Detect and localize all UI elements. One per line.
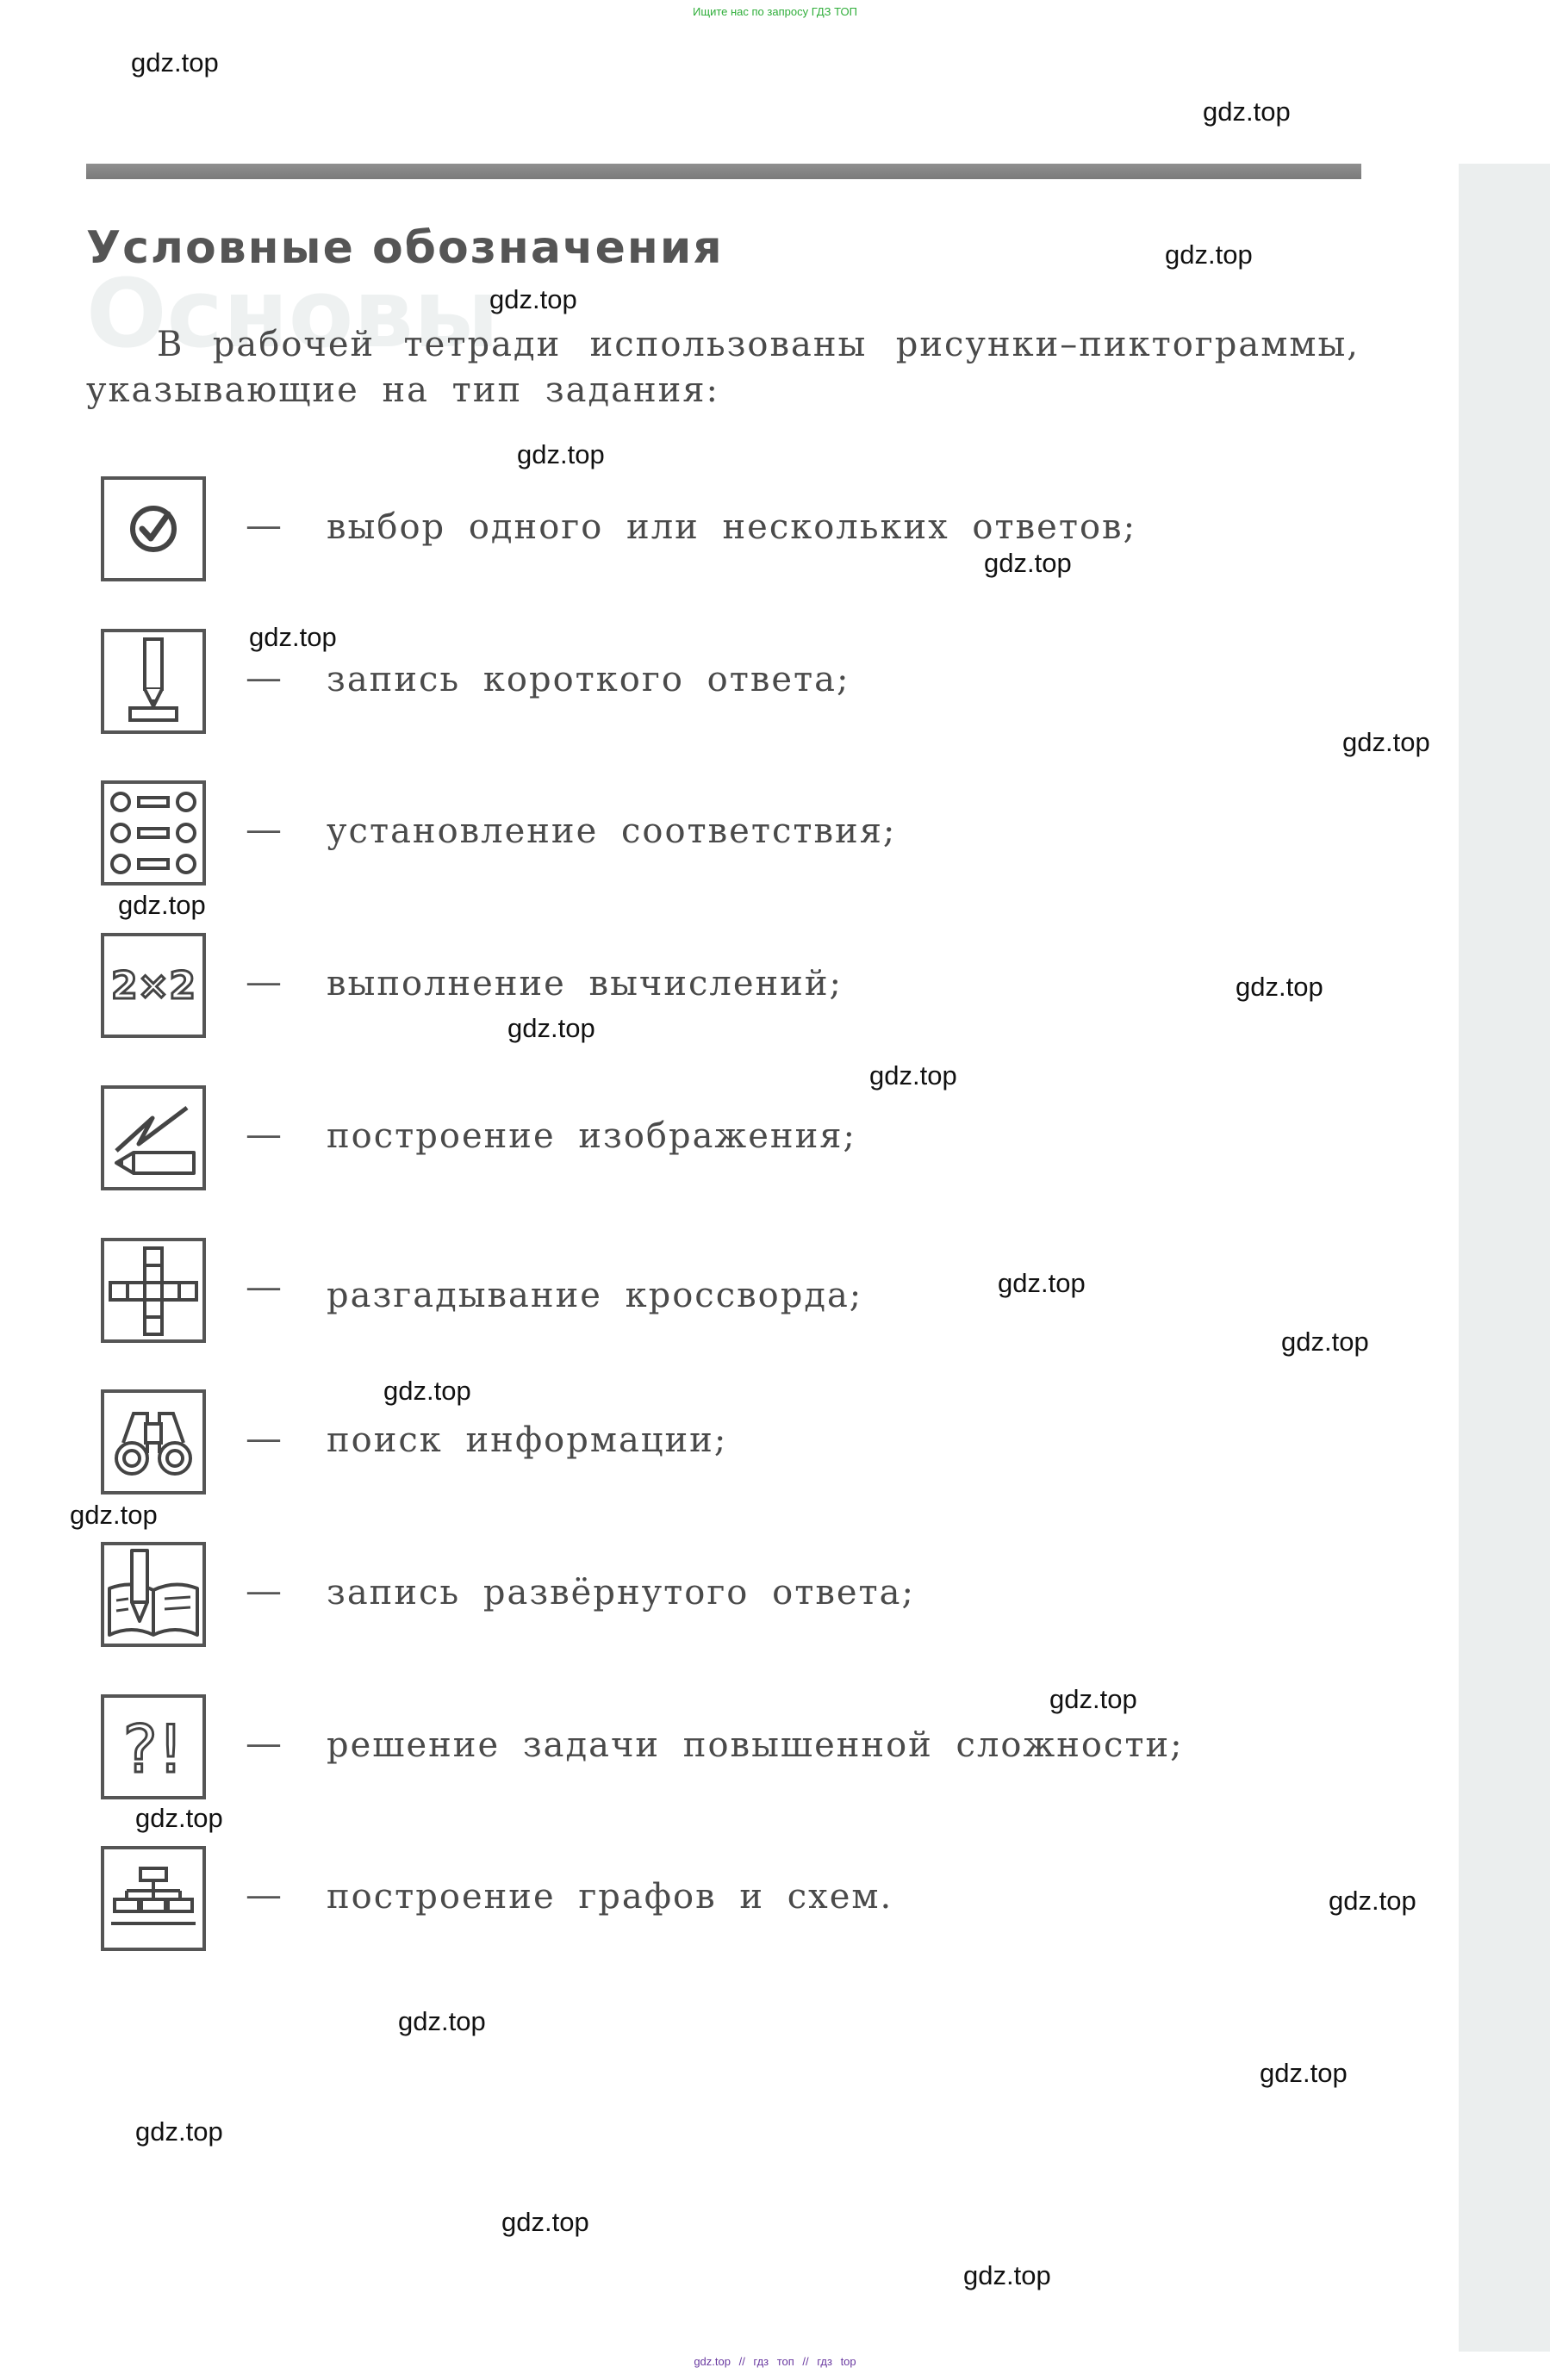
question-exclamation-icon — [101, 1694, 206, 1799]
legend-item-calculation — [101, 933, 1359, 1040]
legend-text: запись короткого ответа; — [327, 660, 850, 699]
checkmark-icon — [101, 476, 206, 581]
legend-text: построение графов и схем. — [327, 1877, 893, 1917]
dash: — — [246, 656, 282, 699]
pen-icon — [101, 629, 206, 734]
legend-text: разгадывание кроссворда; — [327, 1276, 863, 1315]
watermark: gdz.top — [869, 1060, 957, 1091]
matching-icon — [101, 780, 206, 886]
legend-text: решение задачи повышенной сложности; — [327, 1725, 1184, 1765]
dash: — — [246, 1417, 282, 1459]
dash: — — [246, 1874, 282, 1916]
legend-text: выполнение вычислений; — [327, 964, 843, 1004]
legend-text: запись развёрнутого ответа; — [327, 1573, 915, 1613]
calculation-label: 2×2 — [110, 964, 196, 1008]
intro-paragraph: В рабочей тетради использованы рисунки–пиктограммы, указывающие на тип задания: — [86, 325, 1360, 410]
legend-text: построение изображения; — [327, 1116, 856, 1156]
watermark: gdz.top — [383, 1376, 471, 1406]
legend-item-search — [101, 1389, 1359, 1496]
watermark: gdz.top — [1260, 2058, 1348, 2088]
watermark: gdz.top — [135, 1803, 223, 1833]
book-pen-icon — [101, 1542, 206, 1647]
challenge-label: ?! — [122, 1711, 184, 1787]
header-note: Ищите нас по запросу ГДЗ ТОП — [693, 5, 857, 18]
watermark: gdz.top — [501, 2207, 589, 2237]
watermark: gdz.top — [984, 548, 1072, 578]
dash: — — [246, 1113, 282, 1155]
watermark: gdz.top — [70, 1500, 158, 1530]
watermark: gdz.top — [1049, 1684, 1137, 1714]
bleed-through-text: Основы — [86, 258, 500, 369]
drawing-icon — [101, 1085, 206, 1190]
watermark: gdz.top — [1281, 1327, 1369, 1357]
legend-item-choice — [101, 476, 1359, 583]
watermark: gdz.top — [998, 1268, 1086, 1298]
sidebar-shade — [1459, 164, 1550, 2352]
watermark: gdz.top — [517, 439, 605, 469]
dash: — — [246, 1569, 282, 1612]
crossword-icon — [101, 1238, 206, 1343]
dash: — — [246, 1722, 282, 1764]
legend-item-drawing — [101, 1085, 1359, 1192]
watermark: gdz.top — [1236, 972, 1323, 1002]
legend-text: установление соответствия; — [327, 811, 897, 851]
legend-item-crossword — [101, 1238, 1359, 1345]
dash: — — [246, 808, 282, 850]
legend-text: выбор одного или нескольких ответов; — [327, 507, 1137, 547]
watermark: gdz.top — [1165, 239, 1253, 270]
watermark: gdz.top — [1342, 727, 1430, 757]
legend-item-matching — [101, 780, 1359, 887]
binoculars-icon — [101, 1389, 206, 1494]
watermark: gdz.top — [249, 622, 337, 652]
watermark: gdz.top — [489, 284, 577, 314]
watermark: gdz.top — [963, 2260, 1051, 2290]
watermark: gdz.top — [131, 47, 219, 78]
watermark: gdz.top — [135, 2116, 223, 2147]
legend-item-advanced-task — [101, 1694, 1359, 1801]
calculation-icon — [101, 933, 206, 1038]
footer-note: gdz.top // гдз топ // гдз top — [694, 2355, 856, 2368]
watermark: gdz.top — [398, 2006, 486, 2036]
legend-text: поиск информации; — [327, 1420, 728, 1460]
header-rule — [86, 164, 1361, 179]
watermark: gdz.top — [507, 1013, 595, 1043]
legend-item-detailed-answer — [101, 1542, 1359, 1649]
dash: — — [246, 960, 282, 1003]
diagram-icon — [101, 1846, 206, 1951]
watermark: gdz.top — [1329, 1886, 1416, 1916]
dash: — — [246, 504, 282, 546]
page-title: Условные обозначения — [86, 222, 724, 274]
dash: — — [246, 1265, 282, 1308]
watermark: gdz.top — [118, 890, 206, 920]
watermark: gdz.top — [1203, 96, 1291, 127]
legend-item-graphs — [101, 1846, 1359, 1953]
